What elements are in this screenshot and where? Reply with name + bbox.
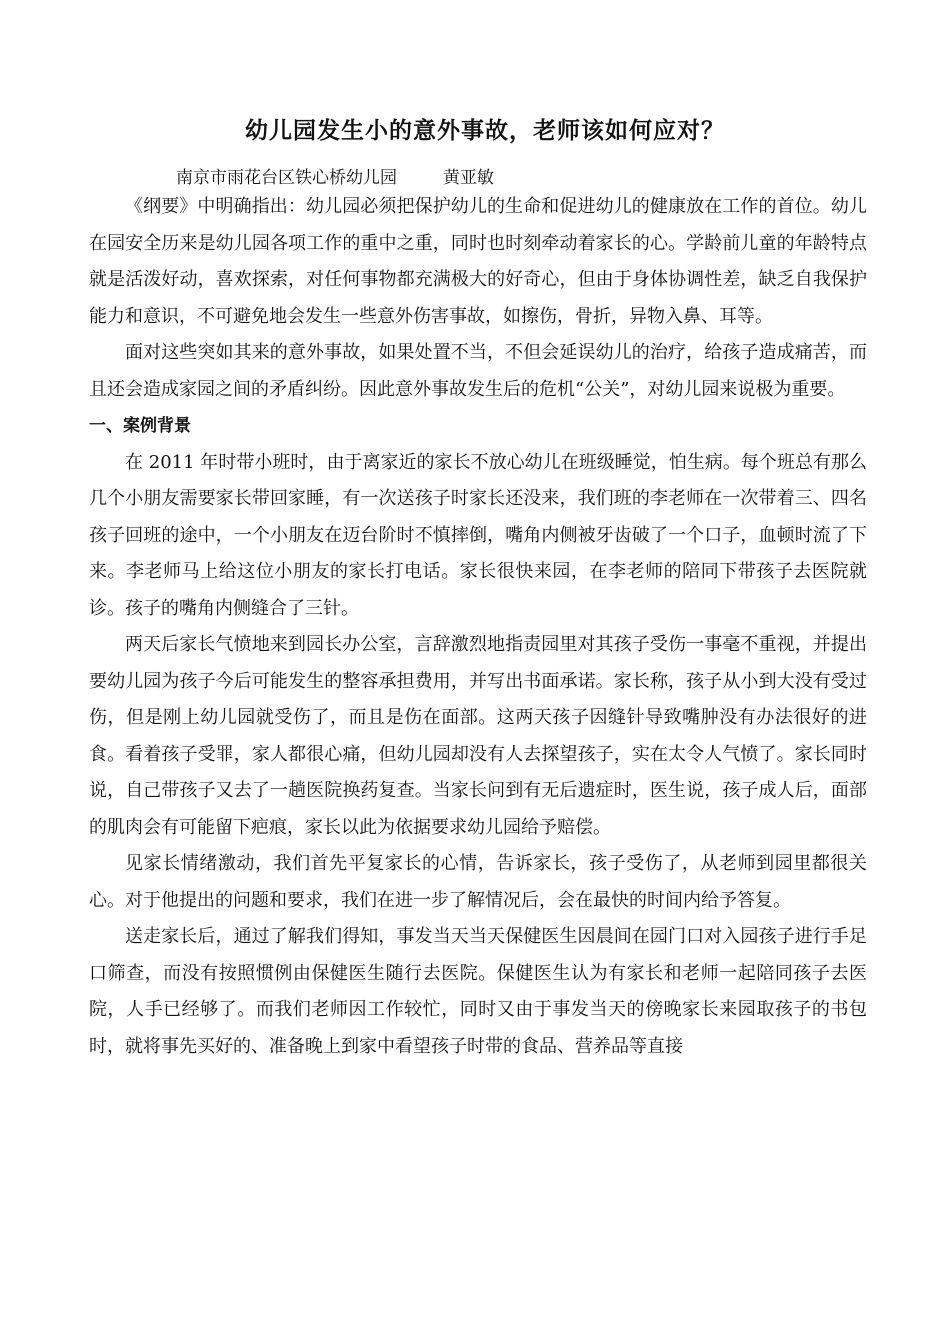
section-heading: 一、案例背景 [89, 416, 191, 436]
byline-institution: 南京市雨花台区铁心桥幼儿园 [176, 168, 397, 188]
document-body [89, 189, 867, 1065]
paragraph: 《纲要》中明确指出：幼儿园必须把保护幼儿的生命和促进幼儿的健康放在工作的首位。幼儿在园安全历来是幼儿园各项工作的重中之重，同时也时刻牵动着家长的心。学龄前儿童的年龄特点就是活泼好动，喜欢探索，对任何事物都充满极大的好奇心，但由于身体协调性差，缺乏自我保护能力和意识，不可避免地会发生一些意外伤害事故，如擦伤，骨折，异物入鼻、耳等。 [89, 196, 867, 327]
byline-author: 黄亚敏 [443, 168, 494, 188]
paragraph: 面对这些突如其来的意外事故，如果处置不当，不但会延误幼儿的治疗，给孩子造成痛苦，而且还会造成家园之间的矛盾纠纷。因此意外事故发生后的危机“公关”，对幼儿园来说极为重要。 [89, 342, 867, 400]
paragraph: 两天后家长气愤地来到园长办公室，言辞激烈地指责园里对其孩子受伤一事毫不重视，并提出要幼儿园为孩子今后可能发生的整容承担费用，并写出书面承诺。家长称，孩子从小到大没有受过伤，但是刚上幼儿园就受伤了，而且是伤在面部。这两天孩子因缝针导致嘴肿没有办法很好的进食。看着孩子受罪，家人都很心痛，但幼儿园却没有人去探望孩子，实在太令人气愤了。家长同时说，自己带孩子又去了一趟医院换药复查。当家长问到有无后遗症时，医生说，孩子成人后，面部的肌肉会有可能留下疤痕，家长以此为依据要求幼儿园给予赔偿。 [89, 634, 867, 838]
paragraph: 见家长情绪激动，我们首先平复家长的心情，告诉家长，孩子受伤了，从老师到园里都很关心。对于他提出的问题和要求，我们在进一步了解情况后，会在最快的时间内给予答复。 [89, 853, 867, 911]
byline [176, 163, 494, 188]
page-title: 幼儿园发生小的意外事故，老师该如何应对？ [245, 118, 725, 144]
paragraph: 送走家长后，通过了解我们得知，事发当天当天保健医生因晨间在园门口对入园孩子进行手足口筛查，而没有按照惯例由保健医生随行去医院。保健医生认为有家长和老师一起陪同孩子去医院，人手已经够了。而我们老师因工作较忙，同时又由于事发当天的傍晚家长来园取孩子的书包时，就将事先买好的、准备晚上到家中看望孩子时带的食品、营养品等直接 [89, 926, 867, 1057]
paragraph: 在 2011 年时带小班时，由于离家近的家长不放心幼儿在班级睡觉，怕生病。每个班总有那么几个小朋友需要家长带回家睡，有一次送孩子时家长还没来，我们班的李老师在一次带着三、四名孩子回班的途中，一个小朋友在迈台阶时不慎摔倒，嘴角内侧被牙齿破了一个口子，血顿时流了下来。李老师马上给这位小朋友的家长打电话。家长很快来园，在李老师的陪同下带孩子去医院就诊。孩子的嘴角内侧缝合了三针。 [89, 451, 867, 619]
